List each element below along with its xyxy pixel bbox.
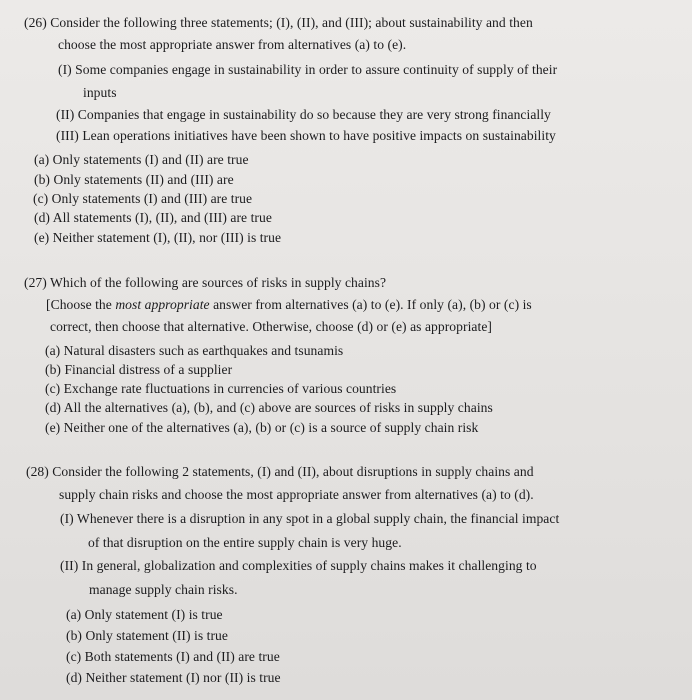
q26-option-c: (c) Only statements (I) and (III) are true — [33, 191, 253, 206]
q28-option-a: (a) Only statement (I) is true — [66, 607, 223, 622]
q27-option-a: (a) Natural disasters such as earthquakes and tsunamis — [45, 343, 344, 358]
q28-stem-line-1: (28) Consider the following 2 statements, (I) and (II), about disruptions in supply chains and — [26, 464, 534, 479]
q27-option-d: (d) All the alternatives (a), (b), and (c) above are sources of risks in supply chains — [45, 400, 493, 415]
q27-instruction-emphasis: most appropriate — [115, 297, 210, 312]
q26-stem-line-1: (26) Consider the following three statements; (I), (II), and (III); about sustainability and then — [24, 15, 533, 30]
q28-statement-2-line-1: (II) In general, globalization and complexities of supply chains makes it challenging to — [60, 558, 537, 573]
q28-option-c: (c) Both statements (I) and (II) are true — [66, 649, 280, 664]
q27-instruction-post: answer from alternatives (a) to (e). If only (a), (b) or (c) is — [209, 297, 532, 312]
q28-option-d: (d) Neither statement (I) nor (II) is true — [66, 670, 281, 685]
q26-option-b: (b) Only statements (II) and (III) are — [34, 172, 234, 187]
q28-statement-1-line-1: (I) Whenever there is a disruption in any spot in a global supply chain, the financial impact — [60, 511, 560, 526]
q28-statement-2-line-2: manage supply chain risks. — [89, 582, 238, 597]
q27-instruction-pre: [Choose the — [46, 297, 116, 312]
q28-stem-line-2: supply chain risks and choose the most appropriate answer from alternatives (a) to (d). — [59, 487, 534, 502]
q26-statement-2: (II) Companies that engage in sustainability do so because they are very strong financially — [56, 107, 551, 122]
q26-statement-1-line-1: (I) Some companies engage in sustainability in order to assure continuity of supply of their — [58, 62, 558, 77]
q27-stem: (27) Which of the following are sources of risks in supply chains? — [24, 275, 387, 290]
q26-option-e: (e) Neither statement (I), (II), nor (III) is true — [34, 230, 282, 245]
q26-statement-3: (III) Lean operations initiatives have been shown to have positive impacts on sustainability — [56, 128, 556, 143]
q26-statement-1-line-2: inputs — [83, 85, 117, 100]
q26-option-d: (d) All statements (I), (II), and (III) are true — [34, 210, 272, 225]
q26-stem-line-2: choose the most appropriate answer from alternatives (a) to (e). — [58, 37, 407, 52]
q26-option-a: (a) Only statements (I) and (II) are true — [34, 152, 249, 167]
q27-instruction-line-1 — [46, 296, 532, 314]
q28-statement-1-line-2: of that disruption on the entire supply chain is very huge. — [88, 535, 402, 550]
q27-option-c: (c) Exchange rate fluctuations in currencies of various countries — [45, 381, 397, 396]
q27-option-b: (b) Financial distress of a supplier — [45, 362, 233, 377]
q27-option-e: (e) Neither one of the alternatives (a), (b) or (c) is a source of supply chain risk — [45, 420, 479, 435]
q27-instruction-line-2: correct, then choose that alternative. Otherwise, choose (d) or (e) as appropriate] — [50, 319, 492, 334]
q28-option-b: (b) Only statement (II) is true — [66, 628, 228, 643]
